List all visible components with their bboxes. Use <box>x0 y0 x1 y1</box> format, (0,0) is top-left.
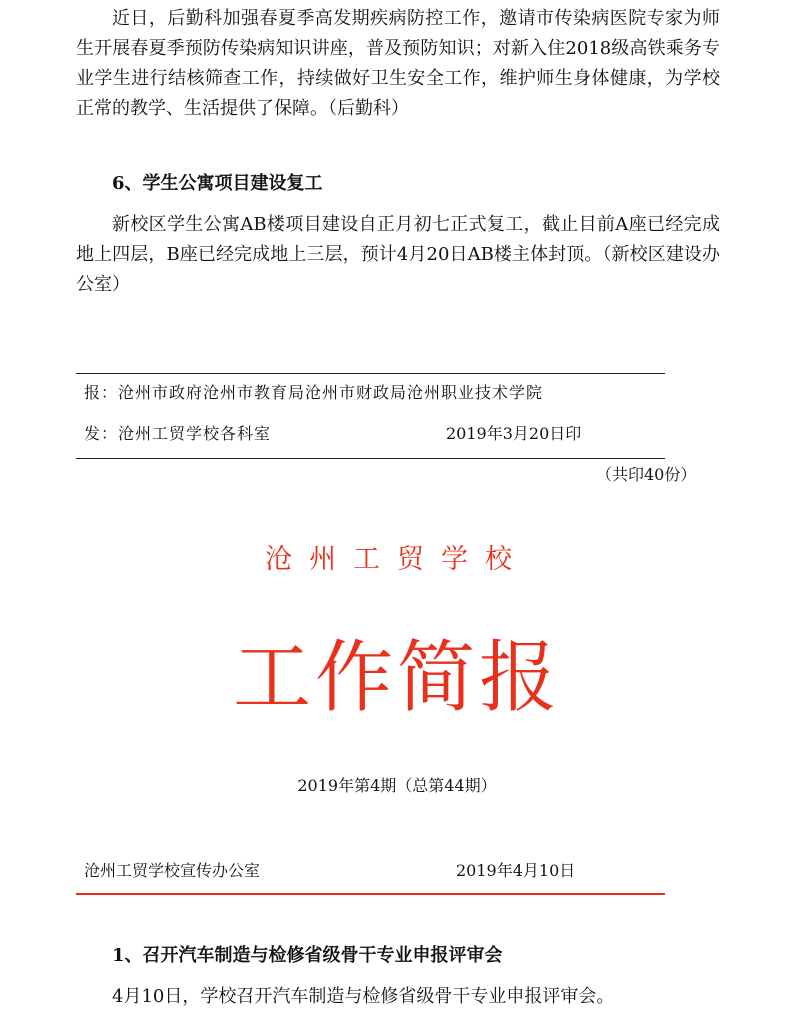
masthead-school-name: 沧州工贸学校 <box>265 544 529 575</box>
print-date: 2019年3月20日印 <box>446 424 582 443</box>
issue-number: 2019年第4期（总第44期） <box>297 776 497 795</box>
section-heading-dormitory: 6、学生公寓项目建设复工 <box>112 173 323 194</box>
distribution-top-rule <box>76 373 665 374</box>
paragraph-health-prevention: 近日，后勤科加强春夏季高发期疾病防控工作，邀请市传染病医院专家为师生开展春夏季预防传染病知识讲座，普及预防知识；对新入住2018级高铁乘务专业学生进行结核筛查工作，持续做好卫生安全工作，维护师生身体健康，为学校正常的教学、生活提供了保障。（后勤科） <box>76 8 720 119</box>
issuing-office: 沧州工贸学校宣传办公室 <box>84 861 261 880</box>
masthead-red-rule <box>76 893 665 895</box>
section-heading-auto-major: 1、召开汽车制造与检修省级骨干专业申报评审会 <box>112 945 503 966</box>
report-to-line: 报：沧州市政府沧州市教育局沧州市财政局沧州职业技术学院 <box>84 383 544 402</box>
send-to-line: 发：沧州工贸学校各科室 <box>84 424 272 443</box>
paragraph-auto-major-review: 4月10日，学校召开汽车制造与检修省级骨干专业申报评审会。 <box>112 986 615 1007</box>
distribution-bottom-rule <box>76 458 665 459</box>
issue-date: 2019年4月10日 <box>456 861 576 880</box>
print-copies-count: （共印40份） <box>596 465 697 484</box>
paragraph-dormitory-construction: 新校区学生公寓AB楼项目建设自正月初七正式复工，截止目前A座已经完成地上四层，B座已经完成地上三层，预计4月20日AB楼主体封顶。（新校区建设办公室） <box>76 214 720 295</box>
masthead-title: 工作简报 <box>232 633 561 723</box>
